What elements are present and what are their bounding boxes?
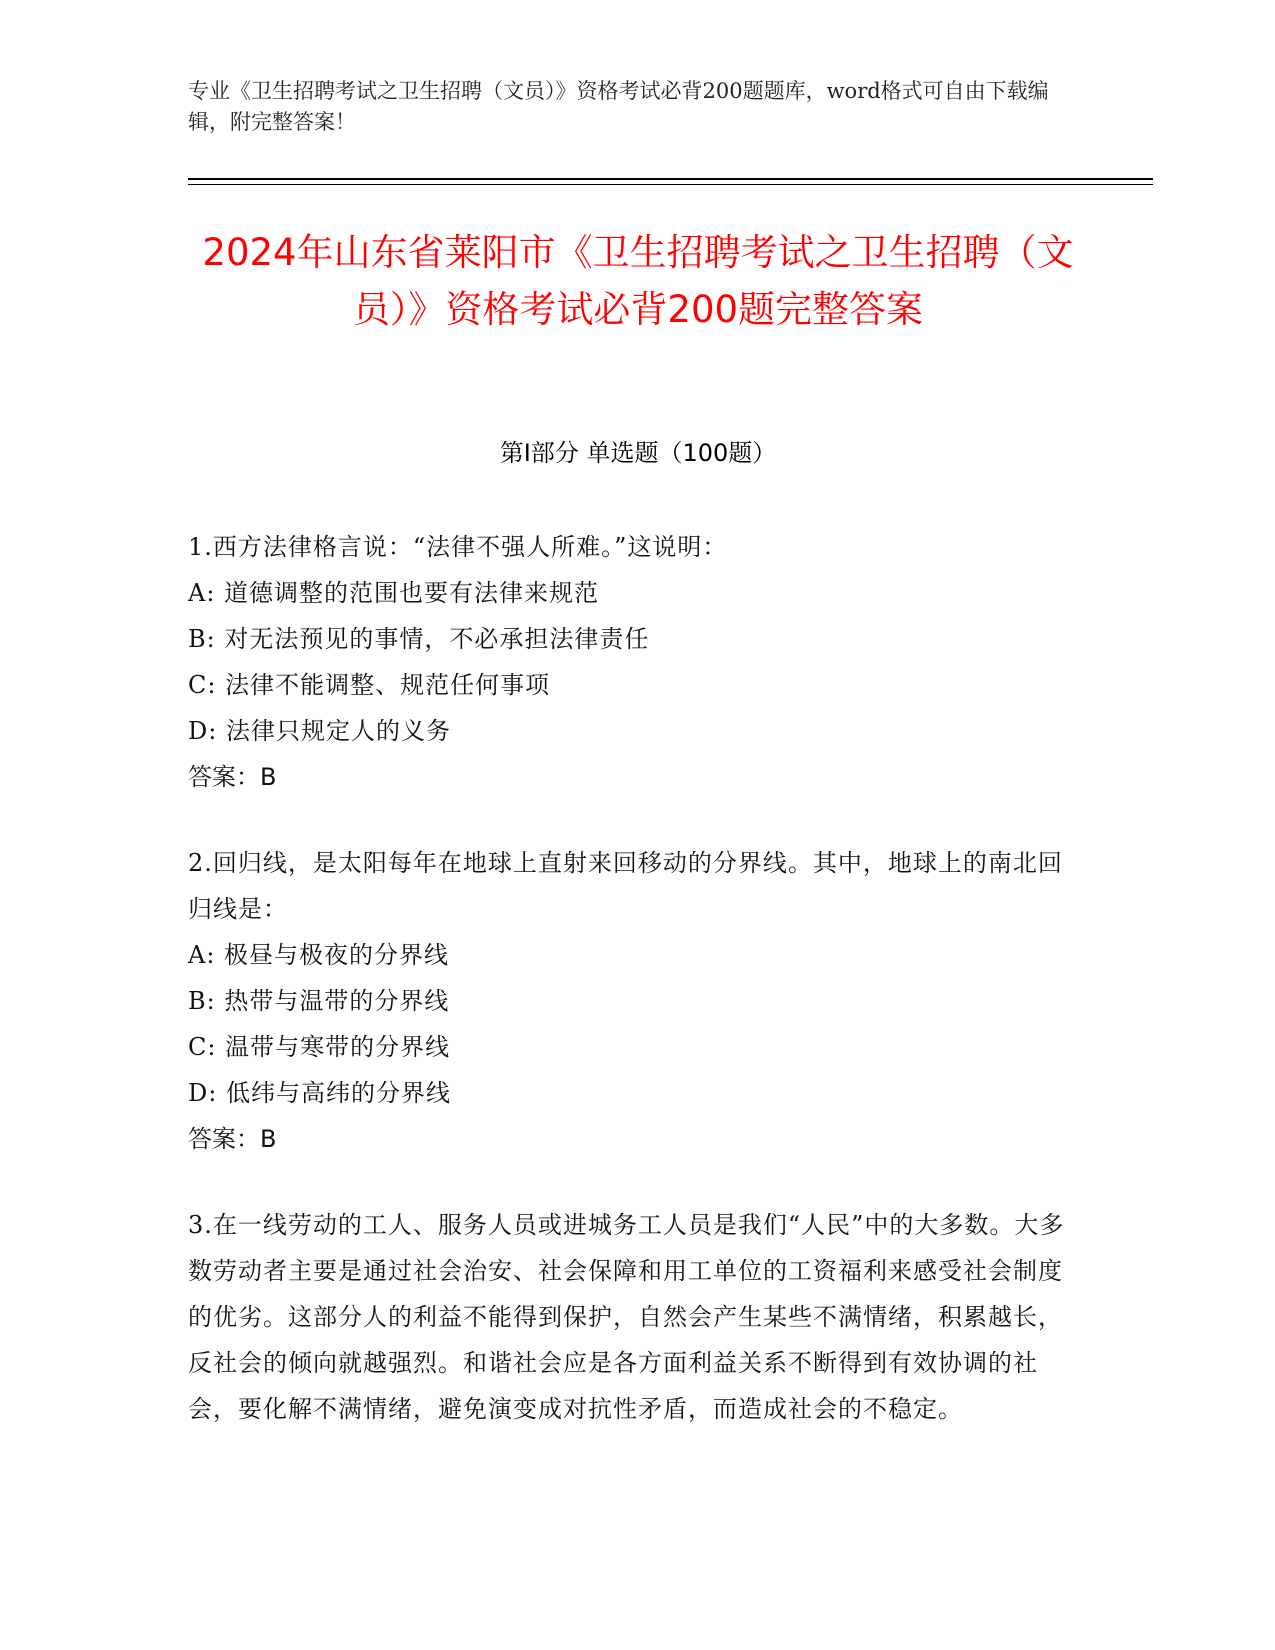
header-rule-thin [188,184,1153,185]
document-title: 2024年山东省莱阳市《卫生招聘考试之卫生招聘（文员）》资格考试必背200题完整答案 [202,231,1074,331]
question-1 [188,524,1068,800]
answer: 答案：B [188,763,277,791]
option-b: B: 热带与温带的分界线 [188,987,450,1015]
question-3 [188,1202,1068,1432]
option-d: D: 法律只规定人的义务 [188,717,451,745]
question-stem: 2.回归线，是太阳每年在地球上直射来回移动的分界线。其中，地球上的南北回归线是： [188,849,1063,923]
option-a: A: 极昼与极夜的分界线 [188,941,450,969]
header-note: 专业《卫生招聘考试之卫生招聘（文员）》资格考试必背200题题库，word格式可自由下载编辑，附完整答案！ [188,79,1049,134]
option-b: B: 对无法预见的事情，不必承担法律责任 [188,625,650,653]
section-title: 第I部分 单选题（100题） [499,439,777,467]
answer: 答案：B [188,1125,277,1153]
option-d: D: 低纬与高纬的分界线 [188,1079,451,1107]
option-c: C: 法律不能调整、规范任何事项 [188,671,551,699]
header-rule-thick [188,178,1153,180]
option-c: C: 温带与寒带的分界线 [188,1033,451,1061]
option-a: A: 道德调整的范围也要有法律来规范 [188,579,600,607]
question-stem: 1.西方法律格言说：“法律不强人所难。”这说明： [188,533,728,561]
question-stem: 3.在一线劳动的工人、服务人员或进城务工人员是我们“人民”中的大多数。大多数劳动者主要是通过社会治安、社会保障和用工单位的工资福利来感受社会制度的优劣。这部分人的利益不能得到保护，自然会产生某些不满情绪，积累越长，反社会的倾向就越强烈。和谐社会应是各方面利益关系不断得到有效协调的社会，要化解不满情绪，避免演变成对抗性矛盾，而造成社会的不稳定。 [188,1211,1065,1423]
question-2 [188,840,1068,1162]
